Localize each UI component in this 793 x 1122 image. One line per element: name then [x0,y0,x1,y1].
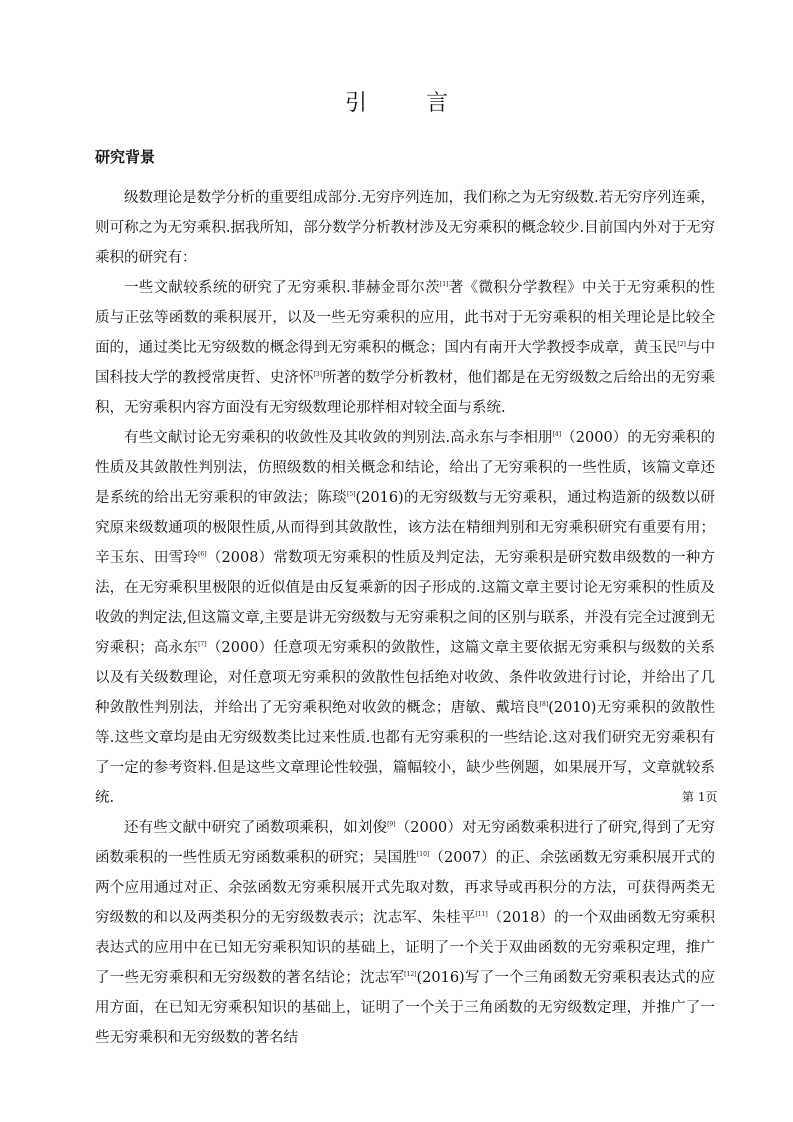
page-number: 第 1页 [682,790,718,804]
citation-marker: [7] [198,641,207,648]
citation-marker: [11] [475,911,488,918]
paragraph-2: 一些文献较系统的研究了无穷乘积.菲赫金哥尔茨[1]著《微积分学教程》中关于无穷乘积的性质与正弦等函数的乘积展开，以及一些无穷乘积的应用，此书对于无穷乘积的相关理论是比较全面的，通过类比无穷级数的概念得到无穷乘积的概念；国内有南开大学教授李成章，黄玉民[2]与中国科技大学的教授常庚哲、史济怀[3]所著的数学分析教材，他们都是在无穷级数之后给出的无穷乘积，无穷乘积内容方面没有无穷级数理论那样相对较全面与系统. [95,280,716,416]
citation-marker: [1] [439,281,449,288]
citation-marker: [9] [387,821,396,828]
citation-marker: [8] [539,701,549,708]
citation-marker: [2] [677,341,686,348]
document-body [95,183,718,1053]
citation-marker: [4] [552,431,562,438]
paragraph-1: 级数理论是数学分析的重要组成部分.无穷序列连加，我们称之为无穷级数.若无穷序列连乘，则可称之为无穷乘积.据我所知，部分数学分析教材涉及无穷乘积的概念较少.目前国内外对于无穷乘积的研究有： [95,190,715,266]
citation-marker: [6] [198,551,207,558]
section-heading: 研究背景 [95,148,156,166]
citation-marker: [12] [404,971,417,978]
citation-marker: [10] [416,851,430,858]
paragraph-4: 还有些文献中研究了函数项乘积，如刘俊[9]（2000）对无穷函数乘积进行了研究,得到了无穷函数乘积的一些性质无穷函数乘积的研究；吴国胜[10]（2007）的正、余弦函数无穷乘积展开式的两个应用通过对正、余弦函数无穷乘积展开式先取对数，再求导或再积分的方法，可获得两类无穷级数的和以及两类积分的无穷级数表示；沈志军、朱桂平[11]（2018）的一个双曲函数无穷乘积表达式的应用中在已知无穷乘积知识的基础上，证明了一个关于双曲函数的无穷乘积定理，推广了一些无穷乘积和无穷级数的著名结论；沈志军[12](2016)写了一个三角函数无穷乘积表达式的应用方面，在已知无穷乘积知识的基础上，证明了一个关于三角函数的无穷级数定理，并推广了一些无穷乘积和无穷级数的著名结 [95,820,716,1046]
paragraph-3: 有些文献讨论无穷乘积的收敛性及其收敛的判别法.高永东与李相朋[4]（2000）的无穷乘积的性质及其敛散性判别法，仿照级数的相关概念和结论，给出了无穷乘积的一些性质，该篇文章还是系统的给出无穷乘积的审敛法；陈琰[5](2016)的无穷级数与无穷乘积，通过构造新的级数以研究原来级数通项的极限性质,从而得到其敛散性，该方法在精细判别和无穷乘积研究有重要有用；辛玉东、田雪玲[6]（2008）常数项无穷乘积的性质及判定法，无穷乘积是研究数串级数的一种方法，在无穷乘积里极限的近似值是由反复乘新的因子形成的.这篇文章主要讨论无穷乘积的性质及收敛的判定法,但这篇文章,主要是讲无穷级数与无穷乘积之间的区别与联系，并没有完全过渡到无穷乘积；高永东[7]（2000）任意项无穷乘积的敛散性，这篇文章主要依据无穷乘积与级数的关系以及有关级数理论，对任意项无穷乘积的敛散性包括绝对收敛、条件收敛进行讨论，并给出了几种敛散性判别法，并给出了无穷乘积绝对收敛的概念；唐敏、戴培良[8](2010)无穷乘积的敛散性等.这些文章均是由无穷级数类比过来性质.也都有无穷乘积的一些结论.这对我们研究无穷乘积有了一定的参考资料.但是这些文章理论性较强，篇幅较小，缺少些例题，如果展开写，文章就较系统. [95,430,716,806]
citation-marker: [3] [313,371,322,378]
citation-marker: [5] [347,491,356,498]
page-title: 引 言 [345,91,474,116]
